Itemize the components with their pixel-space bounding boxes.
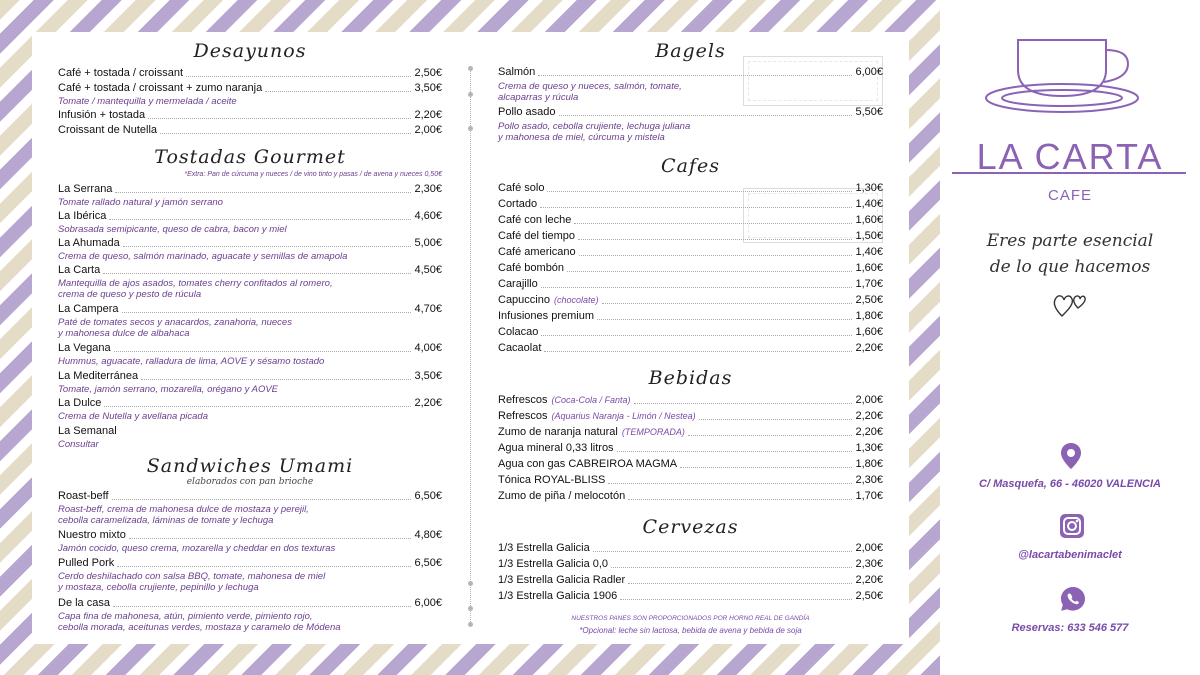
address: C/ Masquefa, 66 - 46020 VALENCIA [979, 478, 1161, 490]
item-name: Capuccino [498, 294, 550, 306]
item-price: 2,20€ [855, 342, 883, 354]
section-title-cafes: Cafes [661, 155, 720, 177]
dot-leader [680, 467, 852, 468]
menu-item [498, 442, 883, 455]
location-pin-icon [1060, 442, 1082, 470]
section-title-bebidas: Bebidas [648, 367, 733, 389]
tagline [960, 228, 1180, 280]
dot-leader [109, 219, 411, 220]
dot-leader [114, 351, 412, 352]
dot-leader [574, 223, 852, 224]
dot-leader [141, 379, 411, 380]
column-divider [470, 66, 471, 626]
item-price: 6,50€ [414, 557, 442, 569]
menu-item [58, 67, 442, 80]
item-price: 1,60€ [855, 262, 883, 274]
section-title-tostadas: Tostadas Gourmet [154, 146, 346, 168]
item-price: 2,20€ [414, 397, 442, 409]
item-name: La Campera [58, 303, 119, 315]
menu-item [58, 109, 442, 122]
menu-item [498, 294, 883, 307]
item-name: Agua con gas CABREIROA MAGMA [498, 458, 678, 470]
menu-card [32, 32, 909, 644]
menu-item [58, 303, 442, 316]
item-name: Agua mineral 0,33 litros [498, 442, 614, 454]
item-description: Tomate / mantequilla y mermelada / aceite [58, 96, 237, 107]
item-description: y mostaza, cebolla crujiente, pepinillo y lechuga [58, 582, 259, 593]
item-price: 4,00€ [414, 342, 442, 354]
item-price: 2,00€ [855, 542, 883, 554]
dot-leader [688, 435, 853, 436]
menu-item [58, 370, 442, 383]
item-name: La Serrana [58, 183, 113, 195]
item-option: (Coca-Cola / Fanta) [551, 395, 631, 405]
dot-leader [186, 76, 411, 77]
dot-leader [634, 403, 853, 404]
dot-leader [579, 255, 853, 256]
item-description: Consultar [58, 439, 99, 450]
item-name: Tónica ROYAL-BLISS [498, 474, 606, 486]
dot-leader [541, 287, 853, 288]
item-name: Roast-beff [58, 490, 109, 502]
item-price: 4,50€ [414, 264, 442, 276]
item-name: Café solo [498, 182, 545, 194]
item-price: 4,80€ [414, 529, 442, 541]
item-price: 2,00€ [855, 394, 883, 406]
item-price: 2,30€ [414, 183, 442, 195]
item-price: 1,40€ [855, 198, 883, 210]
section-title-sandwiches: Sandwiches Umami [146, 455, 354, 477]
item-price: 2,20€ [855, 574, 883, 586]
item-price: 1,30€ [855, 182, 883, 194]
item-name: Zumo de piña / melocotón [498, 490, 626, 502]
item-price: 2,00€ [414, 124, 442, 136]
item-price: 2,30€ [855, 474, 883, 486]
item-description: Paté de tomates secos y anacardos, zanahoria, nueces [58, 317, 292, 328]
divider-dot [468, 622, 473, 627]
item-price: 4,60€ [414, 210, 442, 222]
item-name: Refrescos [498, 394, 548, 406]
whatsapp-icon [1060, 586, 1086, 612]
menu-item [498, 106, 883, 119]
item-description: Tomate, jamón serrano, mozarella, orégano y AOVE [58, 384, 279, 395]
item-description: Jamón cocido, queso crema, mozarella y cheddar en dos texturas [58, 543, 336, 554]
item-name: Café + tostada / croissant + zumo naranja [58, 82, 263, 94]
menu-item [58, 597, 442, 610]
instagram-icon [1060, 514, 1084, 538]
dot-leader [699, 419, 853, 420]
dot-leader [559, 115, 853, 116]
extra-note: *Extra: Pan de cúrcuma y nueces / de vino tinto y pasas / de avena y nueces 0,50€ [184, 171, 442, 178]
item-name: 1/3 Estrella Galicia [498, 542, 590, 554]
item-price: 6,50€ [414, 490, 442, 502]
item-price: 1,60€ [855, 326, 883, 338]
item-price: 2,20€ [414, 109, 442, 121]
menu-item [58, 529, 442, 542]
dot-leader [547, 191, 852, 192]
item-price: 2,50€ [855, 590, 883, 602]
item-description: Mantequilla de ajos asados, tomates cherry confitados al romero, [58, 278, 333, 289]
item-name: Salmón [498, 66, 536, 78]
item-price: 1,80€ [855, 458, 883, 470]
section-title-desayunos: Desayunos [193, 40, 307, 62]
menu-item [58, 342, 442, 355]
item-name: Colacao [498, 326, 539, 338]
menu-item [58, 82, 442, 95]
item-description: cebolla morada, aceitunas verdes, mostaza y caramelo de Módena [58, 622, 341, 633]
section-title-cervezas: Cervezas [642, 516, 739, 538]
item-option: (chocolate) [553, 295, 599, 305]
dot-leader [597, 319, 852, 320]
item-name: La Semanal [58, 425, 117, 437]
item-name: La Mediterránea [58, 370, 139, 382]
item-option: (TEMPORADA) [621, 427, 685, 437]
dot-leader [608, 483, 852, 484]
item-price: 2,20€ [855, 410, 883, 422]
dot-leader [620, 599, 852, 600]
item-price: 1,50€ [855, 230, 883, 242]
item-price: 1,30€ [855, 442, 883, 454]
menu-item [58, 397, 442, 410]
item-price: 4,70€ [414, 303, 442, 315]
item-price: 6,00€ [855, 66, 883, 78]
item-price: 1,40€ [855, 246, 883, 258]
item-price: 2,50€ [855, 294, 883, 306]
brand-subtitle: CAFE [1047, 187, 1092, 204]
item-description: Capa fina de mahonesa, atún, pimiento verde, pimiento rojo, [58, 611, 313, 622]
item-price: 1,60€ [855, 214, 883, 226]
section-subtitle: elaborados con pan brioche [186, 477, 314, 487]
menu-item [498, 590, 883, 603]
dot-leader [540, 207, 852, 208]
menu-item [498, 574, 883, 587]
brand-panel [940, 0, 1200, 675]
item-description: Crema de queso y nueces, salmón, tomate, [498, 81, 682, 92]
item-price: 1,80€ [855, 310, 883, 322]
item-description: Hummus, aguacate, ralladura de lima, AOVE y sésamo tostado [58, 356, 325, 367]
item-name: La Ibérica [58, 210, 107, 222]
section-title-bagels: Bagels [655, 40, 726, 62]
item-name: Café bombón [498, 262, 565, 274]
dot-leader [123, 246, 412, 247]
footnote-bread: NUESTROS PANES SON PROPORCIONADOS POR HORNO REAL DE GANDÍA [571, 615, 810, 622]
item-name: Café + tostada / croissant [58, 67, 184, 79]
divider-dot [468, 581, 473, 586]
item-name: De la casa [58, 597, 110, 609]
menu-item [498, 426, 883, 439]
item-name: Infusiones premium [498, 310, 594, 322]
menu-item [498, 214, 883, 227]
item-name: Café americano [498, 246, 576, 258]
item-name: La Vegana [58, 342, 111, 354]
menu-item [498, 558, 883, 571]
dot-leader [148, 118, 411, 119]
menu-item [498, 230, 883, 243]
menu-item [58, 210, 442, 223]
item-price: 1,70€ [855, 278, 883, 290]
item-option: (Aquarius Naranja - Limón / Nestea) [551, 411, 696, 421]
item-description: Cerdo deshilachado con salsa BBQ, tomate, mahonesa de miel [58, 571, 326, 582]
tagline-line-2: de lo que hacemos [989, 257, 1151, 277]
menu-item [498, 326, 883, 339]
divider-dot [468, 66, 473, 71]
item-name: Cortado [498, 198, 538, 210]
menu-item [498, 182, 883, 195]
item-price: 3,50€ [414, 82, 442, 94]
dot-leader [567, 271, 852, 272]
item-name: Nuestro mixto [58, 529, 126, 541]
dot-leader [115, 192, 411, 193]
reservations-phone[interactable]: Reservas: 633 546 577 [1011, 622, 1129, 634]
dot-leader [578, 239, 852, 240]
menu-item [498, 394, 883, 407]
item-name: Zumo de naranja natural [498, 426, 618, 438]
menu-item [498, 490, 883, 503]
item-name: La Carta [58, 264, 101, 276]
menu-item [498, 542, 883, 555]
menu-item [498, 342, 883, 355]
menu-item [498, 262, 883, 275]
item-description: Pollo asado, cebolla crujiente, lechuga juliana [498, 121, 691, 132]
menu-item [498, 246, 883, 259]
dot-leader [117, 566, 411, 567]
item-name: Pollo asado [498, 106, 556, 118]
dot-leader [104, 406, 411, 407]
menu-item [58, 264, 442, 277]
menu-item [58, 425, 442, 438]
menu-item [58, 183, 442, 196]
item-price: 2,30€ [855, 558, 883, 570]
item-description: y mahonesa dulce de albahaca [58, 328, 190, 339]
item-name: Café con leche [498, 214, 572, 226]
item-price: 6,00€ [414, 597, 442, 609]
dot-leader [544, 351, 852, 352]
item-price: 1,70€ [855, 490, 883, 502]
menu-item [498, 310, 883, 323]
menu-item [58, 557, 442, 570]
item-name: 1/3 Estrella Galicia Radler [498, 574, 626, 586]
dot-leader [628, 499, 852, 500]
cup-icon [982, 30, 1158, 120]
item-price: 2,20€ [855, 426, 883, 438]
item-description: Crema de queso, salmón marinado, aguacate y semillas de amapola [58, 251, 348, 262]
instagram-handle[interactable]: @lacartabenimaclet [1018, 549, 1122, 561]
tagline-line-1: Eres parte esencial [986, 231, 1154, 251]
item-description: crema de queso y pesto de rúcula [58, 289, 202, 300]
item-description: cebolla caramelizada, láminas de tomate y lechuga [58, 515, 274, 526]
menu-item [498, 474, 883, 487]
item-name: Cacaolat [498, 342, 542, 354]
menu-item [498, 410, 883, 423]
dot-leader [129, 538, 412, 539]
dot-leader [160, 133, 411, 134]
item-name: Refrescos [498, 410, 548, 422]
menu-item [58, 237, 442, 250]
dot-leader [593, 551, 853, 552]
divider-dot [468, 126, 473, 131]
divider-dot [468, 606, 473, 611]
item-name: 1/3 Estrella Galicia 1906 [498, 590, 618, 602]
menu-item [498, 198, 883, 211]
item-price: 2,50€ [414, 67, 442, 79]
dot-leader [112, 499, 412, 500]
brand-underline [952, 172, 1186, 174]
dot-leader [602, 303, 853, 304]
dot-leader [103, 273, 411, 274]
dot-leader [113, 606, 411, 607]
brand-name: LA CARTA [976, 136, 1164, 177]
menu-item [498, 66, 883, 79]
item-name: Infusión + tostada [58, 109, 146, 121]
dot-leader [617, 451, 853, 452]
item-name: 1/3 Estrella Galicia 0,0 [498, 558, 609, 570]
divider-dot [468, 92, 473, 97]
item-name: La Dulce [58, 397, 102, 409]
dot-leader [265, 91, 411, 92]
item-description: alcaparras y rúcula [498, 92, 579, 103]
menu-item [58, 490, 442, 503]
item-price: 3,50€ [414, 370, 442, 382]
menu-item [498, 278, 883, 291]
item-description: Tomate rallado natural y jamón serrano [58, 197, 223, 208]
hearts-icon [1052, 290, 1092, 318]
item-name: Carajillo [498, 278, 538, 290]
item-name: Pulled Pork [58, 557, 115, 569]
item-description: Crema de Nutella y avellana picada [58, 411, 208, 422]
menu-item [498, 458, 883, 471]
dot-leader [122, 312, 412, 313]
item-price: 5,00€ [414, 237, 442, 249]
item-name: Croissant de Nutella [58, 124, 158, 136]
dot-leader [611, 567, 852, 568]
menu-item [58, 124, 442, 137]
dot-leader [538, 75, 852, 76]
item-description: Roast-beff, crema de mahonesa dulce de mostaza y perejil, [58, 504, 309, 515]
item-name: La Ahumada [58, 237, 120, 249]
dot-leader [628, 583, 852, 584]
item-description: y mahonesa de miel, cúrcuma y mistela [498, 132, 665, 143]
item-description: Sobrasada semipicante, queso de cabra, bacon y miel [58, 224, 287, 235]
dot-leader [541, 335, 852, 336]
footnote-optional: *Opcional: leche sin lactosa, bebida de avena y bebida de soja [579, 626, 802, 635]
item-name: Café del tiempo [498, 230, 576, 242]
item-price: 5,50€ [855, 106, 883, 118]
